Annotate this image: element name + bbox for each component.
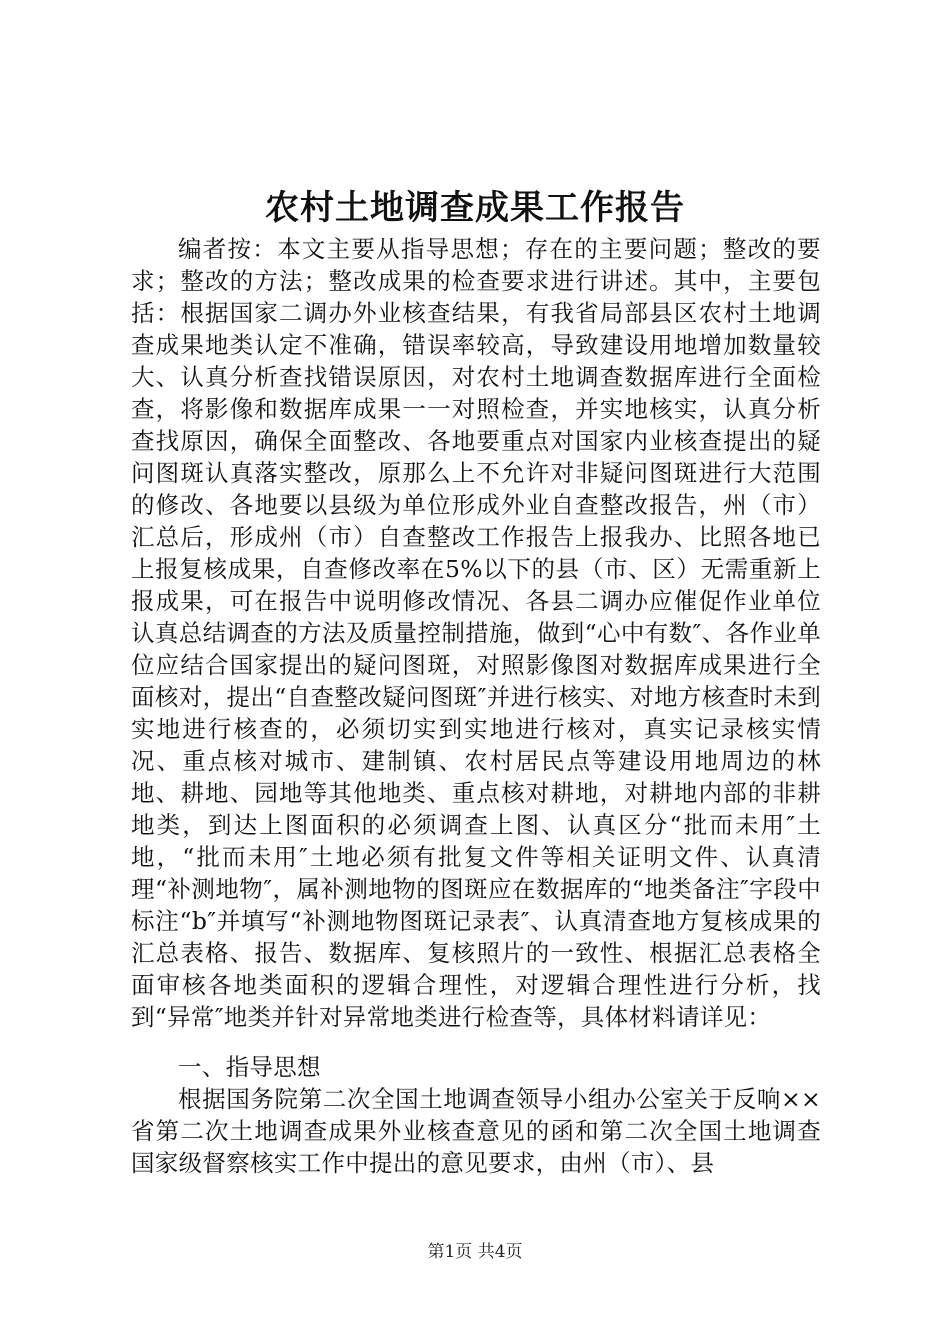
section-heading: 一、指导思想 xyxy=(178,1053,321,1081)
page-number: 第1页 共4页 xyxy=(427,1242,523,1262)
section-paragraph: 根据国务院第二次全国土地调查领导小组办公室关于反响××省第二次土地调查成果外业核查意见的函和第二次全国土地调查国家级督察核实工作中提出的意见要求，由州（市）、县 xyxy=(131,1085,821,1177)
document-title: 农村土地调查成果工作报告 xyxy=(265,188,685,228)
editor-note xyxy=(131,233,821,1033)
section-guiding-ideology xyxy=(131,1051,821,1179)
editor-note-paragraph: 编者按：本文主要从指导思想；存在的主要问题；整改的要求；整改的方法；整改成果的检查要求进行讲述。其中，主要包括：根据国家二调办外业核查结果，有我省局部县区农村土地调查成果地类认定不准确，错误率较高，导致建设用地增加数量较大、认真分析查找错误原因，对农村土地调查数据库进行全面检查，将影像和数据库成果一一对照检查，并实地核实，认真分析查找原因，确保全面整改、各地要重点对国家内业核查提出的疑问图斑认真落实整改，原那么上不允许对非疑问图斑进行大范围的修改、各地要以县级为单位形成外业自查整改报告，州（市）汇总后，形成州（市）自查整改工作报告上报我办、比照各地已上报复核成果，自查修改率在5%以下的县（市、区）无需重新上报成果，可在报告中说明修改情况、各县二调办应催促作业单位认真总结调查的方法及质量控制措施，做到“心中有数″、各作业单位应结合国家提出的疑问图斑，对照影像图对数据库成果进行全面核对，提出“自查整改疑问图斑″并进行核实、对地方核查时未到实地进行核查的，必须切实到实地进行核对，真实记录核实情况、重点核对城市、建制镇、农村居民点等建设用地周边的林地、耕地、园地等其他地类、重点核对耕地，对耕地内部的非耕地类，到达上图面积的必须调查上图、认真区分“批而未用″土地，“批而未用″土地必须有批复文件等相关证明文件、认真清理“补测地物″，属补测地物的图斑应在数据库的“地类备注″字段中标注“b″并填写“补测地物图斑记录表″、认真清查地方复核成果的汇总表格、报告、数据库、复核照片的一致性、根据汇总表格全面审核各地类面积的逻辑合理性，对逻辑合理性进行分析，找到“异常″地类并针对异常地类进行检查等，具体材料请详见： xyxy=(131,235,821,1031)
